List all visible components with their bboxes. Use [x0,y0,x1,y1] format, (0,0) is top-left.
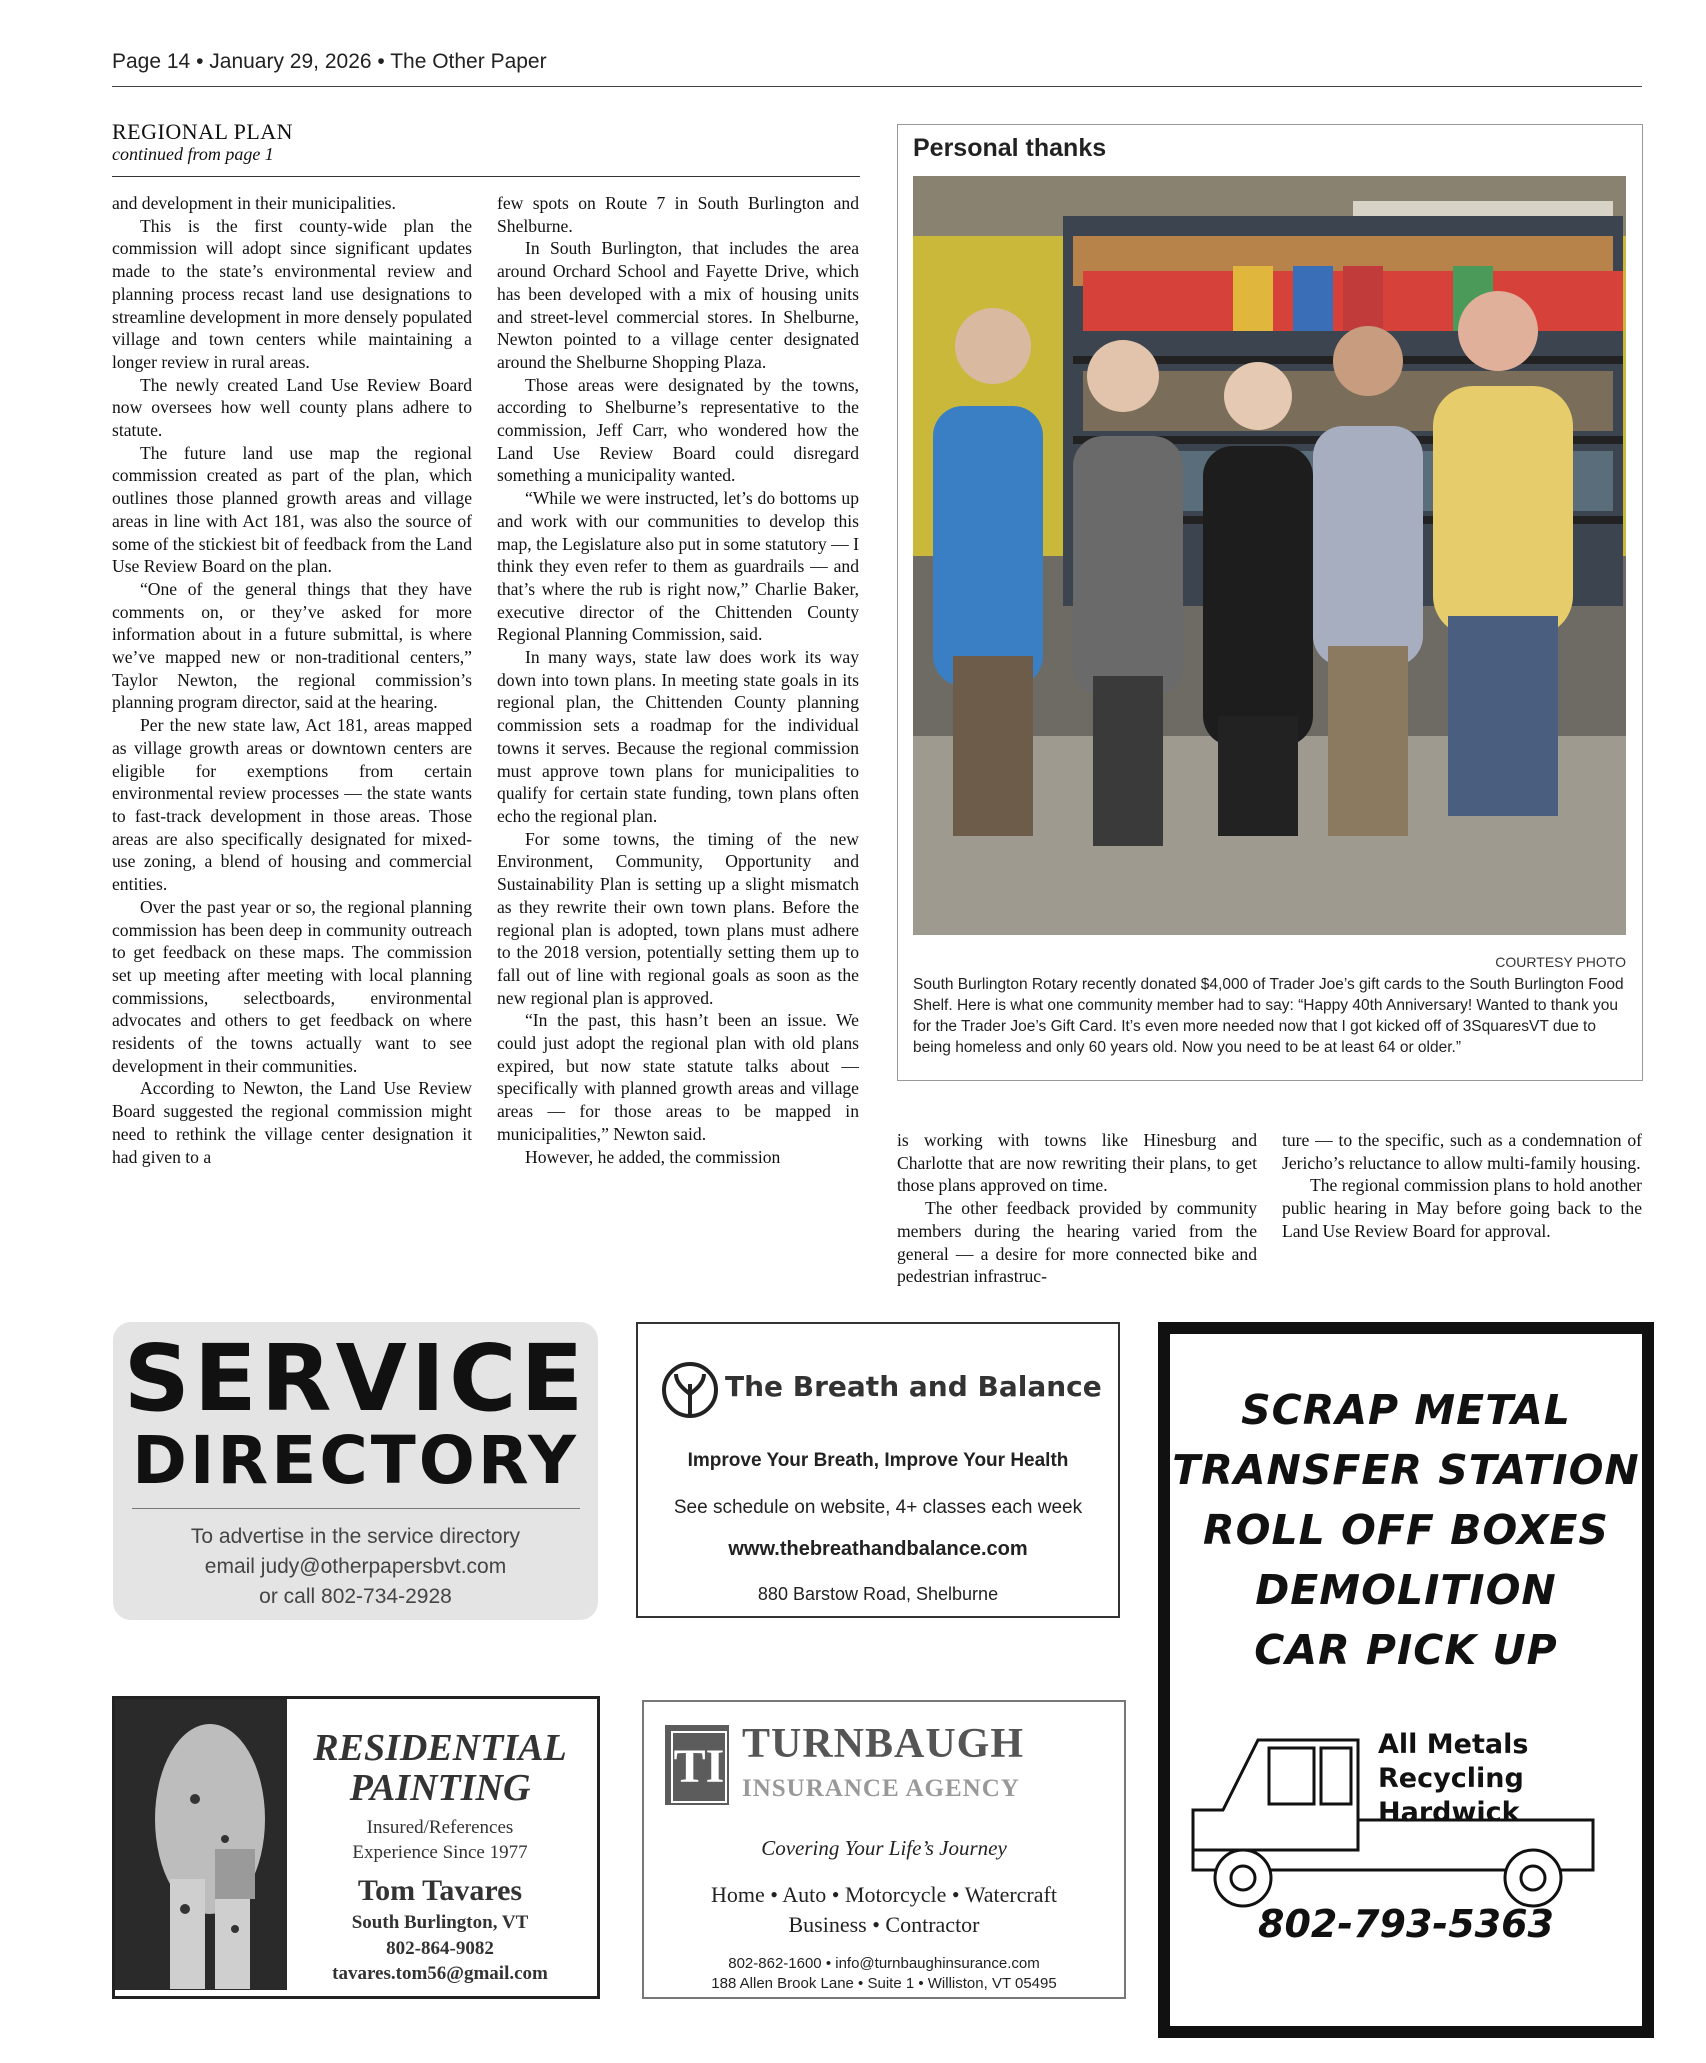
turnbaugh-contact: 802-862-1600 • info@turnbaughinsurance.com [728,1955,1040,1972]
paragraph: However, he added, the commission [525,1146,781,1167]
paragraph: The regional commission plans to hold another public hearing in May before going back to the Land Use Review Board for approval. [1282,1175,1642,1241]
paragraph: In South Burlington, that includes the area around Orchard School and Fayette Drive, which has been developed with a mix of housing units and street-level commercial stores. In Shelburne, Newton pointed to a village center designated around the Shelburne Shopping Plaza. [497,238,859,372]
breath-balance-logo-icon [660,1360,720,1420]
paragraph: few spots on Route 7 in South Burlington and Shelburne. [497,193,859,236]
breath-balance-url: www.thebreathandbalance.com [728,1538,1028,1560]
painter-illustration [115,1699,287,1990]
turnbaugh-name: TURNBAUGH [742,1721,1025,1767]
food-shelf-photo [913,176,1626,935]
painter-image [115,1699,287,1990]
kicker-rule [112,176,860,177]
photo-illustration [913,176,1626,935]
painting-title-line: RESIDENTIAL [313,1727,567,1769]
service-directory-rule [132,1508,580,1509]
header-rule [112,86,1642,87]
article-column-3 [897,1129,1257,1288]
paragraph: The newly created Land Use Review Board now oversees how well county plans adhere to statute. [112,374,472,441]
paragraph: The other feedback provided by community members during the hearing varied from the general — a desire for more connected bike and pedestrian infrastruc- [897,1198,1257,1287]
service-line: SCRAP METAL [1241,1386,1571,1434]
breath-balance-schedule: See schedule on website, 4+ classes each week [673,1497,1083,1518]
paragraph: For some towns, the timing of the new Environment, Community, Opportunity and Sustainability Plan is setting up a slight mismatch as they rewrite their own town plans. Before the regional plan is adopted, town plans must adhere to the 2018 version, potentially setting them up to fall out of line with regional goals as soon as the new regional plan is approved. [497,828,859,1008]
truck-line: Recycling [1378,1763,1524,1794]
photo-caption: South Burlington Rotary recently donated $4,000 of Trader Joe’s gift cards to the South Burlington Food Shelf. Here is what one community member had to say: “Happy 40th Anniversary! Wanted to thank you for the Trader Joe’s Gift Card. It’s even more needed now that I got kicked off of 3SquaresVT due to being homeless and only 60 years old. Now you need to be at least 64 or older.” [913,976,1624,1056]
photo-box-title: Personal thanks [913,134,1107,162]
painting-title [290,1728,590,1808]
scrap-metal-phone: 802-793-5363 [1258,1902,1554,1946]
paragraph: According to Newton, the Land Use Review Board suggested the regional commission might need to rethink the village center designation it had given to a [112,1078,472,1167]
article-column-1 [112,192,472,1168]
turnbaugh-logo [665,1725,729,1805]
service-directory-text: To advertise in the service directory [190,1525,521,1548]
article-kicker [112,120,862,164]
paragraph: This is the first county-wide plan the commission will adopt since significant updates made to the state’s environmental review and planning process recast land use designations to streamline development in more densely populated village and town centers while maintaining a longer review in rural areas. [112,215,472,372]
truck-line: Hardwick [1378,1797,1520,1828]
service-directory-title: SERVICE [123,1325,588,1432]
painter-email: tavares.tom56@gmail.com [332,1963,548,1984]
breath-balance-tagline: Improve Your Breath, Improve Your Health [687,1450,1069,1471]
painting-experience: Experience Since 1977 [352,1842,528,1863]
paragraph: Those areas were designated by the towns, according to Shelburne’s representative to the commission, Jeff Carr, who wondered how the Land Use Review Board could disregard something a municipality wanted. [497,374,859,486]
kicker-continued: continued from page 1 [112,144,274,164]
service-line: DEMOLITION [1255,1566,1557,1614]
service-directory-subtitle: DIRECTORY [132,1422,579,1499]
paragraph: “In the past, this hasn’t been an issue. We could just adopt the regional plan with old plans expired, but now state statute talks about — specifically with planned growth areas and village areas — for those areas to be mapped in municipalities,” Newton said. [497,1010,859,1144]
painting-title-line: PAINTING [349,1767,531,1809]
truck-text [1378,1728,1528,1830]
service-line: ROLL OFF BOXES [1203,1506,1609,1554]
paragraph: ture — to the specific, such as a condemnation of Jericho’s reluctance to allow multi-family housing. [1282,1130,1642,1173]
painter-phone: 802-864-9082 [386,1938,494,1959]
paragraph: is working with towns like Hinesburg and Charlotte that are now rewriting their plans, to get those plans approved on time. [897,1130,1257,1196]
paragraph: “While we were instructed, let’s do bottoms up and work with our communities to develop this map, the Legislature also put in some statutory — I think they even refer to them as guardrails — and that’s where the rub is right now,” Charlie Baker, executive director of the Chittenden County Regional Planning Commission, said. [497,488,859,645]
truck-line: All Metals [1378,1729,1529,1760]
breath-balance-name: The Breath and Balance [725,1370,1102,1403]
breath-balance-address: 880 Barstow Road, Shelburne [757,1584,999,1604]
turnbaugh-address: 188 Allen Brook Lane • Suite 1 • Williston, VT 05495 [711,1975,1057,1992]
service-directory-phone: or call 802-734-2928 [259,1585,452,1608]
paragraph: Over the past year or so, the regional planning commission has been deep in community outreach to get feedback on these maps. The commission set up meeting after meeting with local planning commissions, selectboards, environmental advocates and others to get feedback on where residents of the towns actually want to see development in their communities. [112,896,472,1076]
turnbaugh-lines: Home • Auto • Motorcycle • Watercraft [711,1882,1057,1907]
page-folio: Page 14 • January 29, 2026 • The Other Paper [112,50,547,73]
paragraph: In many ways, state law does work its way down into town plans. In meeting state goals in its regional plan, the Chittenden County planning commission sets a roadmap for the individual towns it serves. Because the regional commission must approve town plans for municipalities to qualify for certain state funding, town plans often echo the regional plan. [497,647,859,826]
paragraph: The future land use map the regional commission created as part of the plan, which outlines those planned growth areas and village areas in line with Act 181, was also the source of some of the stickiest bit of feedback from the Land Use Review Board on the plan. [112,442,472,577]
painting-insured: Insured/References [366,1817,514,1838]
paragraph: and development in their municipalities. [112,193,396,213]
paragraph: “One of the general things that they have comments on, or they’ve asked for more information about in a future submittal, is where we’ve mapped new or non-traditional centers,” Taylor Newton, the regional commission’s planning program director, said at the hearing. [112,578,472,713]
turnbaugh-tagline: Covering Your Life’s Journey [761,1836,1007,1860]
article-column-4 [1282,1129,1642,1243]
turnbaugh-subtitle: INSURANCE AGENCY [742,1775,1020,1802]
article-column-2 [497,192,859,1168]
service-line: TRANSFER STATION [1172,1446,1640,1494]
kicker-title: REGIONAL PLAN [112,119,294,144]
paragraph: Per the new state law, Act 181, areas mapped as village growth areas or downtown centers are eligible for exemptions from certain environmental review processes — the state wants to fast-track development in those areas. Those areas are also specifically designated for mixed-use zoning, a blend of housing and commercial entities. [112,715,472,895]
turnbaugh-logo-text: TI [671,1731,727,1803]
scrap-metal-services [1170,1380,1642,1680]
photo-credit: COURTESY PHOTO [1495,954,1626,970]
turnbaugh-lines: Business • Contractor [788,1912,980,1937]
painter-name: Tom Tavares [357,1874,523,1907]
service-line: CAR PICK UP [1254,1626,1558,1674]
painter-town: South Burlington, VT [351,1912,529,1933]
service-directory-email: email judy@otherpapersbvt.com [204,1555,507,1578]
